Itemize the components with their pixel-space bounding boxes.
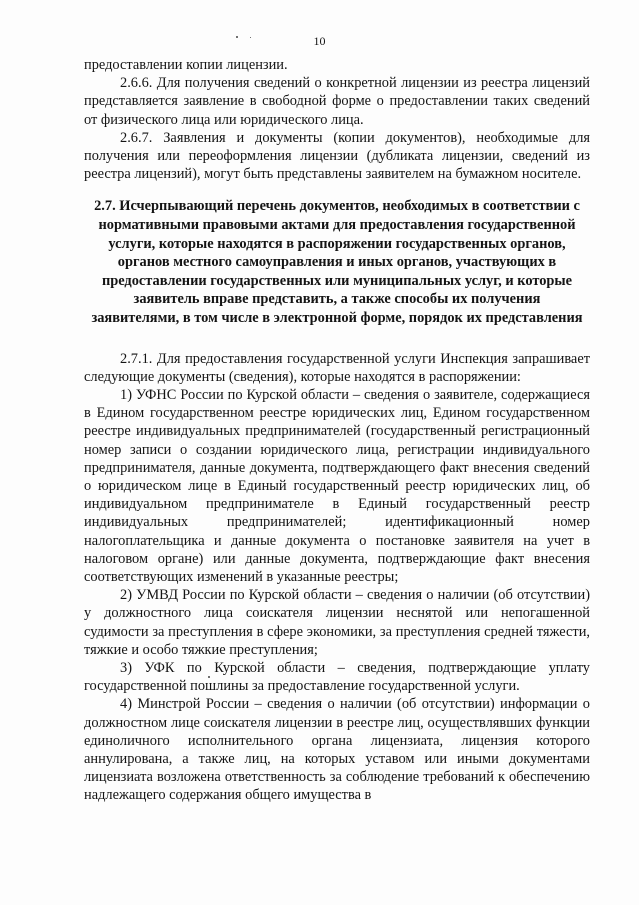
scan-speck [250,37,251,38]
paragraph: 2.6.7. Заявления и документы (копии документов), необходимые для получения или переоформления лицензии (дубликата лицензии, сведений из реестра лицензий), могут быть представлены заявителем на бумажном носителе. [84,129,590,183]
page-number: 10 [313,34,326,48]
document-body [84,56,590,805]
paragraph: предоставлении копии лицензии. [84,57,288,73]
scan-speck [236,36,238,38]
paragraph: 2.7.1. Для предоставления государственной услуги Инспекция запрашивает следующие документы (сведения), которые находятся в распоряжении: [84,350,590,385]
list-item: 3) УФК по Курской области – сведения, подтверждающие уплату государственной пошлины за предоставление государственной услуги. [84,660,590,695]
list-item: 4) Минстрой России – сведения о наличии (об отсутствии) информации о должностном лице соискателя лицензии в реестре лиц, осуществлявших функции единоличного исполнительного органа лицензиата, лицензия которого аннулирована, а также лиц, на которых уставом или иными документами лицензиата возложена ответственность за соблюдение требований к обеспечению надлежащего содержания общего имущества в [84,696,590,804]
list-item: 1) УФНС России по Курской области – сведения о заявителе, содержащиеся в Едином государственном реестре юридических лиц, Едином государственном реестре индивидуальных предпринимателей (государственный регистрационный номер записи о создании юридического лица, регистрации индивидуального предпринимателя, данные документа, подтверждающего факт внесения сведений о юридическом лице в Единый государственный реестр юридических лиц, об индивидуальном предпринимателе в Единый государственный реестр индивидуальных предпринимателей; идентификационный номер налогоплательщика и данные документа о постановке заявителя на учет в налоговом органе) или данные документа, подтверждающие факт внесения соответствующих изменений в указанные реестры; [84,386,590,586]
list-item: 2) УМВД России по Курской области – сведения о наличии (об отсутствии) у должностного лица соискателя лицензии неснятой или непогашенной судимости за преступления в сфере экономики, за преступления средней тяжести, тяжкие и особо тяжкие преступления; [84,587,590,658]
section-heading: 2.7. Исчерпывающий перечень документов, необходимых в соответствии с нормативными правовыми актами для предоставления государственной услуги, которые находятся в распоряжении государственных органов, органов местного самоуправления и иных органов, участвующих в предоставлении государственных или муниципальных услуг, и которые заявитель вправе представить, а также способы их получения заявителями, в том числе в электронной форме, порядок их представления [91,198,583,326]
paragraph: 2.6.6. Для получения сведений о конкретной лицензии из реестра лицензий представляется заявление в свободной форме о предоставлении таких сведений от физического лица или юридического лица. [84,75,590,128]
